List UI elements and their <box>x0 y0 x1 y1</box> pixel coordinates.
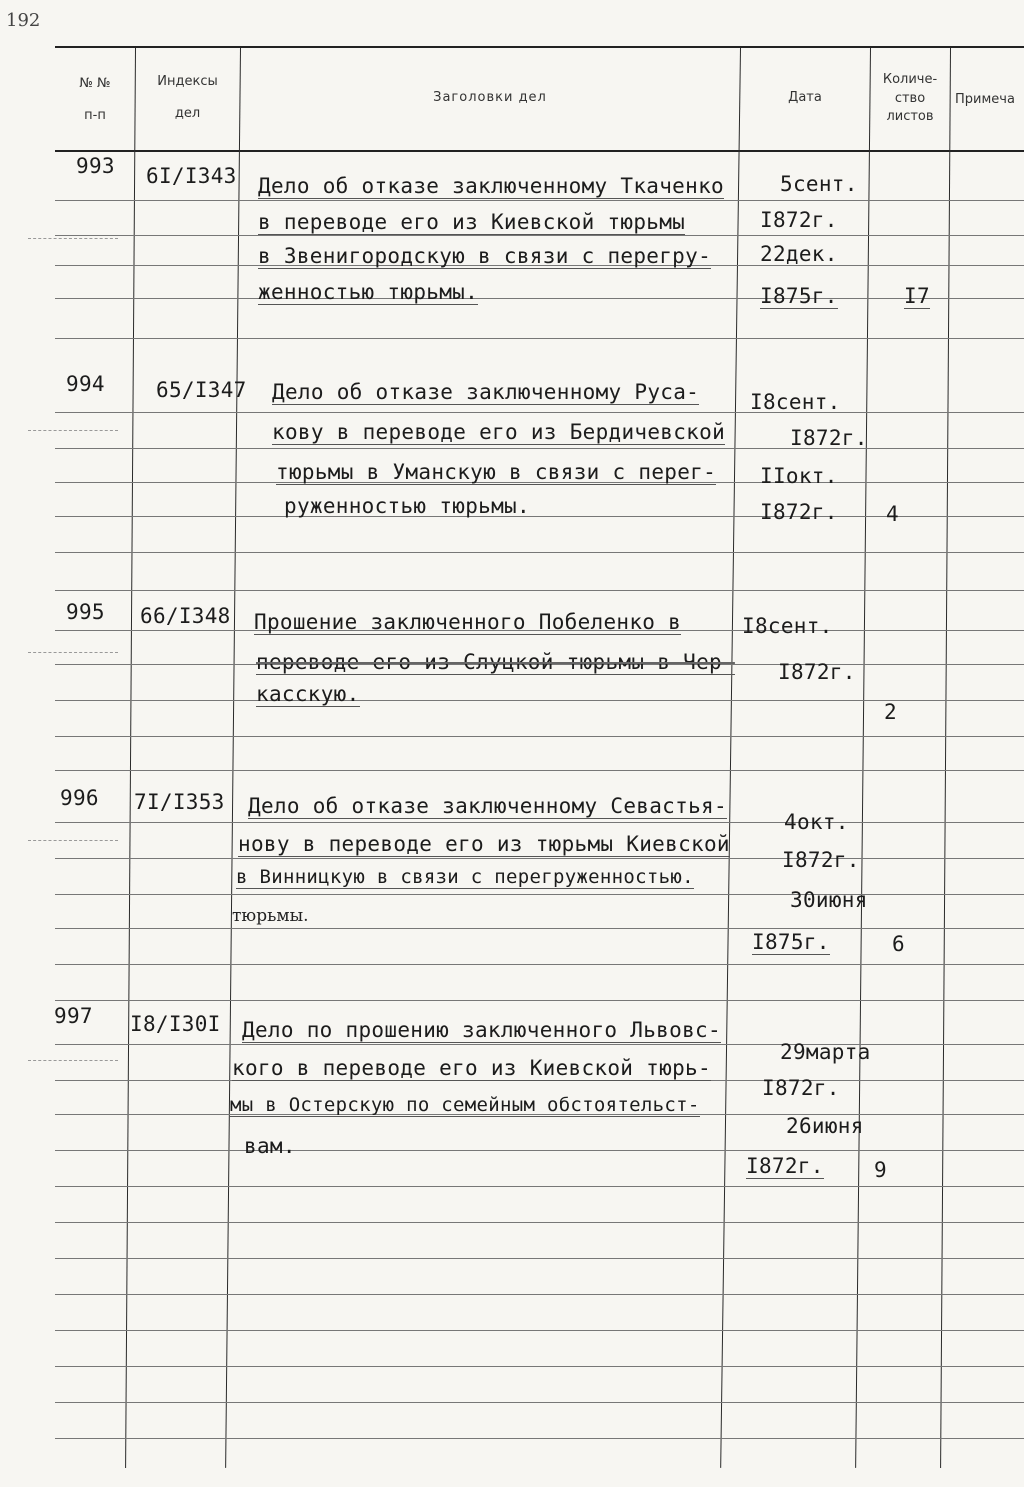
entry-index: 7I/I353 <box>134 790 225 814</box>
entry-date-line: I8сент. <box>742 614 833 638</box>
entry-title-line: касскую. <box>256 682 360 706</box>
column-divider <box>855 48 871 1468</box>
entry-date-line: 26июня <box>786 1114 864 1138</box>
entry-sheet-count: 2 <box>884 700 897 724</box>
header-bottom-rule <box>55 150 1024 152</box>
entry-title-line: кову в переводе его из Бердичевской <box>272 420 726 444</box>
table-top-rule <box>55 46 1024 48</box>
entry-title-line: переводе его из Слуцкой тюрьмы в Чер- <box>256 650 735 674</box>
header-index-line2: дел <box>174 106 201 121</box>
entry-title-line: в Звенигородскую в связи с перегру- <box>258 244 712 268</box>
header-index-line1: Индексы <box>157 74 218 89</box>
entry-title-line: руженностью тюрьмы. <box>284 494 530 518</box>
entry-date-line: 22дек. <box>760 242 838 266</box>
page-number: 192 <box>6 10 41 31</box>
entry-sheet-count: 4 <box>886 502 899 526</box>
header-num-line1: № № <box>79 76 111 91</box>
entry-title-line: нову в переводе его из тюрьмы Киевской <box>238 832 730 856</box>
header-date: Дата <box>788 90 822 105</box>
entry-sheet-count: I7 <box>904 284 930 308</box>
header-count-line2: ство <box>894 91 926 106</box>
entry-sheet-count: 9 <box>874 1158 887 1182</box>
entry-number: 995 <box>66 600 105 624</box>
entry-number: 994 <box>66 372 105 396</box>
column-divider <box>720 48 741 1468</box>
entry-title-line: Дело по прошению заключенного Львовс- <box>242 1018 721 1042</box>
entry-index: 65/I347 <box>156 378 247 402</box>
entry-date-line: I872г. <box>760 500 838 524</box>
header-count-line1: Количе- <box>882 72 938 87</box>
column-divider <box>940 48 951 1468</box>
entry-date-line: I872г. <box>760 208 838 232</box>
header-note: Примеча <box>955 92 1015 107</box>
entry-index: I8/I30I <box>130 1012 221 1036</box>
entry-title-line: вам. <box>244 1134 296 1158</box>
entry-title-line: Дело об отказе заключенному Севастья- <box>248 794 727 818</box>
entry-title-line: женностью тюрьмы. <box>258 280 479 304</box>
entry-title-line: мы в Остерскую по семейным обстоятельст- <box>230 1094 700 1116</box>
entry-index: 66/I348 <box>140 604 231 628</box>
entry-date-line: I872г. <box>762 1076 840 1100</box>
header-count-line3: листов <box>886 109 934 124</box>
entry-title-line: в Винницкую в связи с перегруженностью. <box>236 866 694 888</box>
column-divider <box>125 48 136 1468</box>
entry-number: 997 <box>54 1004 93 1028</box>
entry-date-line: 29марта <box>780 1040 871 1064</box>
entry-date-line: I875г. <box>752 930 830 954</box>
entry-date-line: 4окт. <box>784 810 849 834</box>
entry-title-line: в переводе его из Киевской тюрьмы <box>258 210 686 234</box>
entry-date-line: I875г. <box>760 284 838 308</box>
entry-date-line: I872г. <box>790 426 868 450</box>
entry-sheet-count: 6 <box>892 932 905 956</box>
entry-date-line: 30июня <box>790 888 868 912</box>
header-title: Заголовки дел <box>433 90 547 105</box>
entry-title-line: тюрьмы в Уманскую в связи с перег- <box>276 460 717 484</box>
entry-date-line: I872г. <box>778 660 856 684</box>
entry-index: 6I/I343 <box>146 164 237 188</box>
entry-date-line: 5сент. <box>780 172 858 196</box>
header-num-line2: п-п <box>84 108 106 123</box>
entry-title-line: Прошение заключенного Побеленко в <box>254 610 682 634</box>
entry-title-line: Дело об отказе заключенному Руса- <box>272 380 700 404</box>
entry-date-line: I872г. <box>746 1154 824 1178</box>
entry-title-line: кого в переводе его из Киевской тюрь- <box>232 1056 711 1080</box>
entry-number: 996 <box>60 786 99 810</box>
entry-title-line: Дело об отказе заключенному Ткаченко <box>258 174 724 198</box>
entry-number: 993 <box>76 154 115 178</box>
entry-title-line: тюрьмы. <box>232 906 309 926</box>
entry-date-line: I872г. <box>782 848 860 872</box>
entry-date-line: IIокт. <box>760 464 838 488</box>
entry-date-line: I8сент. <box>750 390 841 414</box>
column-divider <box>225 48 241 1468</box>
